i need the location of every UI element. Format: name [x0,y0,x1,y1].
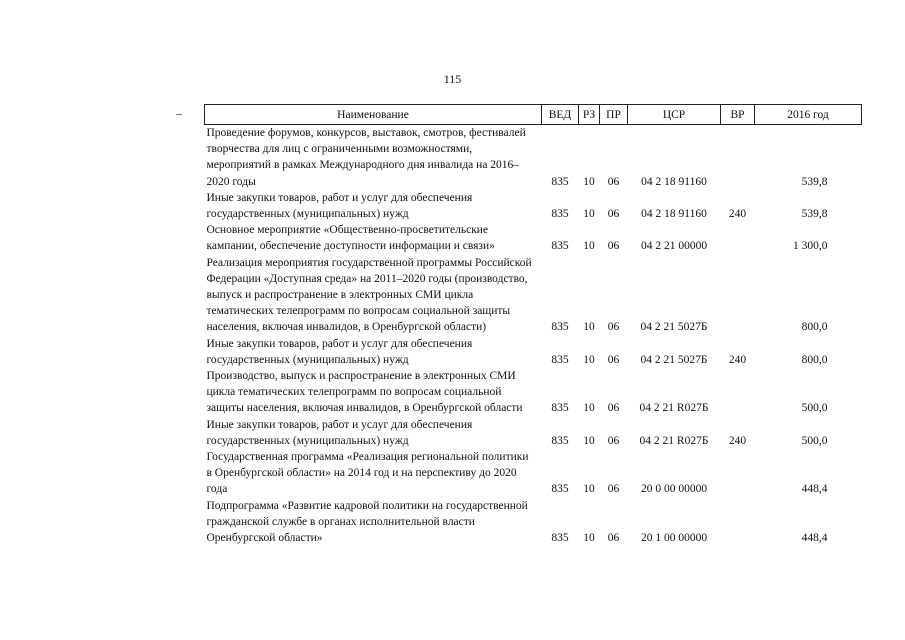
header-year: 2016 год [755,105,862,125]
row-vr [721,368,755,417]
row-csr: 20 0 00 00000 [640,483,708,496]
row-amount: 800,0 [801,353,828,366]
row-csr: 20 1 00 00000 [640,532,708,545]
row-vr: 240 [728,353,747,366]
row-pr: 06 [607,434,620,447]
header-csr: ЦСР [628,105,721,125]
row-amount: 448,4 [801,483,828,496]
row-vr [721,449,755,498]
row-rz: 10 [583,532,595,545]
table-row [205,222,862,254]
header-pr: ПР [600,105,628,125]
row-csr: 04 2 21 R027Б [639,402,709,415]
row-name: Основное мероприятие «Общественно-просветительские кампании, обеспечение доступности информации и связи» [206,224,495,253]
row-ved: 835 [551,402,569,415]
row-rz: 10 [583,240,595,253]
row-rz: 10 [583,208,595,221]
row-csr: 04 2 21 5027Б [640,353,708,366]
row-vr: 240 [728,434,747,447]
row-vr [721,222,755,254]
row-ved: 835 [551,483,569,496]
row-pr: 06 [607,321,620,334]
row-name: Иные закупки товаров, работ и услуг для обеспечения государственных (муниципальных) нужд [206,418,473,447]
page-number: 115 [443,72,462,86]
budget-table [204,104,862,546]
header-rz: РЗ [579,105,600,125]
row-ved: 835 [551,434,569,447]
table-row [205,498,862,547]
row-pr: 06 [607,240,620,253]
row-name: Реализация мероприятия государственной программы Российской Федерации «Доступная среда» на 2011–2020 годы (производство, выпуск и распространение в электронных СМИ цикла тематических телепрограмм по вопросам социальной защиты населения, включая инвалидов, в Оренбургской области) [206,256,532,334]
row-amount: 539,8 [801,175,828,188]
row-name: Проведение форумов, конкурсов, выставок, смотров, фестивалей творчества для лиц с ограниченными возможностями, мероприятий в рамках Международного дня инвалида на 2016–2020 годы [206,127,526,188]
table-header-row [205,105,862,125]
row-rz: 10 [583,402,595,415]
row-csr: 04 2 21 R027Б [639,434,709,447]
header-ved: ВЕД [542,105,579,125]
row-name: Производство, выпуск и распространение в электронных СМИ цикла тематических телепрограмм по вопросам социальной защиты населения, включая инвалидов, в Оренбургской области [206,370,523,415]
row-amount: 1 300,0 [793,240,828,253]
table-row [205,336,862,368]
row-amount: 448,4 [801,532,828,545]
row-pr: 06 [607,175,620,188]
row-amount: 800,0 [801,321,828,334]
row-vr: 240 [728,208,747,221]
row-amount: 500,0 [801,402,828,415]
header-name: Наименование [205,105,542,125]
row-csr: 04 2 18 91160 [641,208,707,221]
table-row [205,449,862,498]
row-pr: 06 [607,208,620,221]
row-pr: 06 [607,402,620,415]
row-ved: 835 [551,353,569,366]
row-rz: 10 [583,353,595,366]
row-amount: 539,8 [801,208,828,221]
table-row [205,125,862,190]
row-ved: 835 [551,532,569,545]
row-pr: 06 [607,353,620,366]
table-row [205,255,862,336]
row-name: Государственная программа «Реализация региональной политики в Оренбургской области» на 2014 год и на перспективу до 2020 года [206,451,529,496]
row-pr: 06 [607,532,620,545]
table-row [205,417,862,449]
row-pr: 06 [607,483,620,496]
row-vr [721,125,755,190]
row-name: Подпрограмма «Развитие кадровой политики на государственной гражданской службе в органах исполнительной власти Оренбургской области» [206,499,528,545]
margin-mark [176,114,182,115]
row-amount: 500,0 [801,434,828,447]
row-ved: 835 [551,175,569,188]
row-ved: 835 [551,321,569,334]
row-csr: 04 2 21 00000 [640,240,708,253]
row-rz: 10 [583,483,595,496]
row-csr: 04 2 18 91160 [641,175,707,188]
row-ved: 835 [551,240,569,253]
row-vr [721,498,755,547]
row-csr: 04 2 21 5027Б [640,321,708,334]
row-rz: 10 [583,175,595,188]
row-name: Иные закупки товаров, работ и услуг для обеспечения государственных (муниципальных) нужд [206,191,473,221]
row-vr [721,255,755,336]
table-row [205,190,862,222]
row-ved: 835 [551,208,569,221]
row-rz: 10 [583,321,595,334]
header-vr: ВР [721,105,755,125]
table-row [205,368,862,417]
row-name: Иные закупки товаров, работ и услуг для обеспечения государственных (муниципальных) нужд [206,337,473,366]
row-rz: 10 [583,434,595,447]
